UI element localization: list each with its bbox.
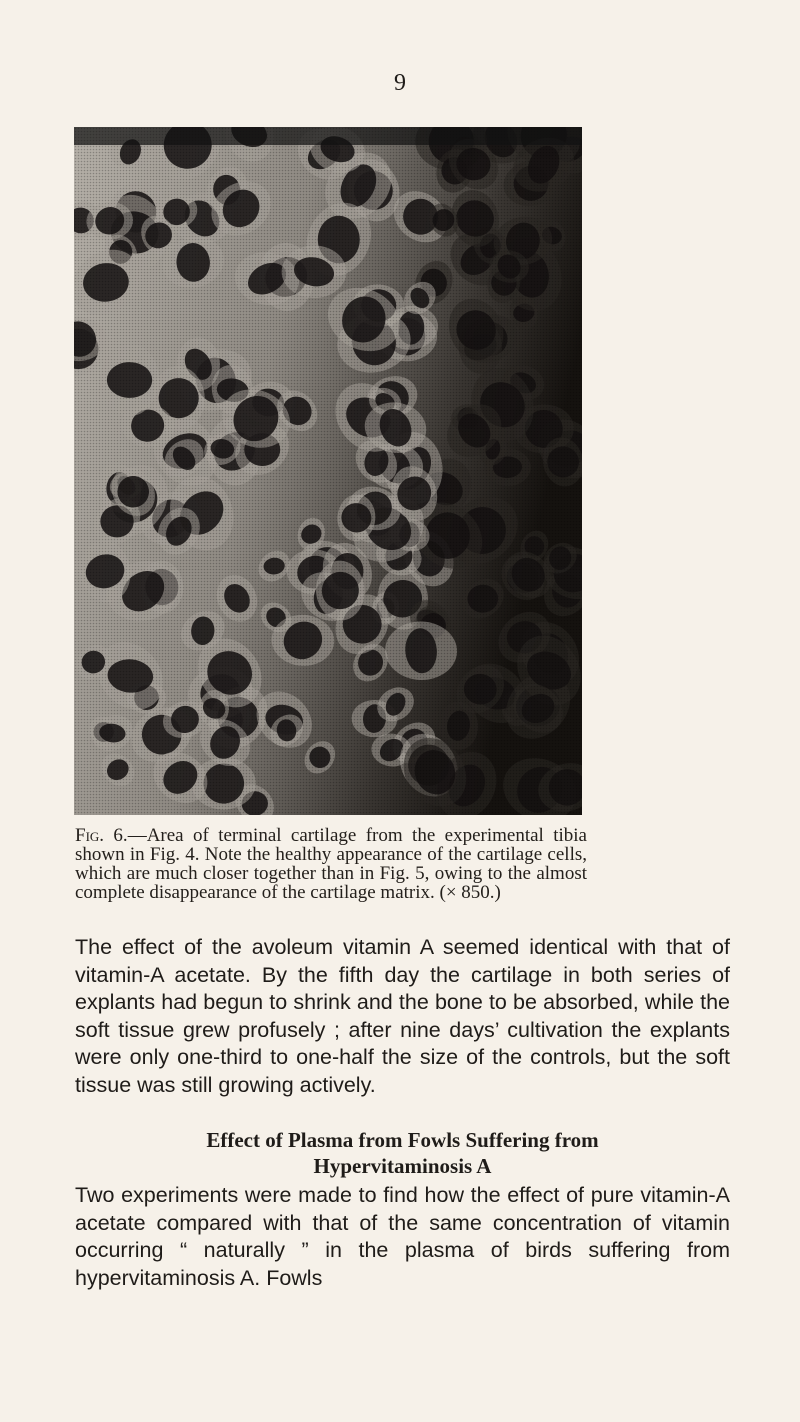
figure-caption-text: —Area of terminal cartilage from the experimental tibia shown in Fig. 4. Note the healthy appearance of the cartilage cells, which are much closer together than in Fig. 5, owing to the almost complete disappearance of the cartilage matrix. (× 850.) bbox=[75, 825, 587, 903]
micrograph-figure bbox=[74, 127, 582, 815]
section-heading-line-2: Hypervitaminosis A bbox=[313, 1154, 492, 1178]
page-number: 9 bbox=[394, 70, 406, 96]
body-paragraph-2: Two experiments were made to find how the effect of pure vitamin-A acetate compared with that of the same concentration of vitamin occurring “ naturally ” in the plasma of birds suffering from hypervitaminosis A. Fowls bbox=[75, 1183, 730, 1290]
cartilage-micrograph-image bbox=[74, 127, 582, 815]
figure-label: Fig. 6. bbox=[75, 825, 128, 846]
body-paragraph-1: The effect of the avoleum vitamin A seemed identical with that of vitamin-A acetate. By the fifth day the cartilage in both series of explants had begun to shrink and the bone to be absorbed, while the soft tissue grew profusely ; after nine days’ cultivation the explants were only one-third to one-half the size of the controls, but the soft tissue was still growing actively. bbox=[75, 935, 730, 1097]
section-heading bbox=[75, 1127, 730, 1179]
section-heading-line-1: Effect of Plasma from Fowls Suffering from bbox=[206, 1128, 599, 1152]
figure-caption bbox=[75, 826, 587, 902]
